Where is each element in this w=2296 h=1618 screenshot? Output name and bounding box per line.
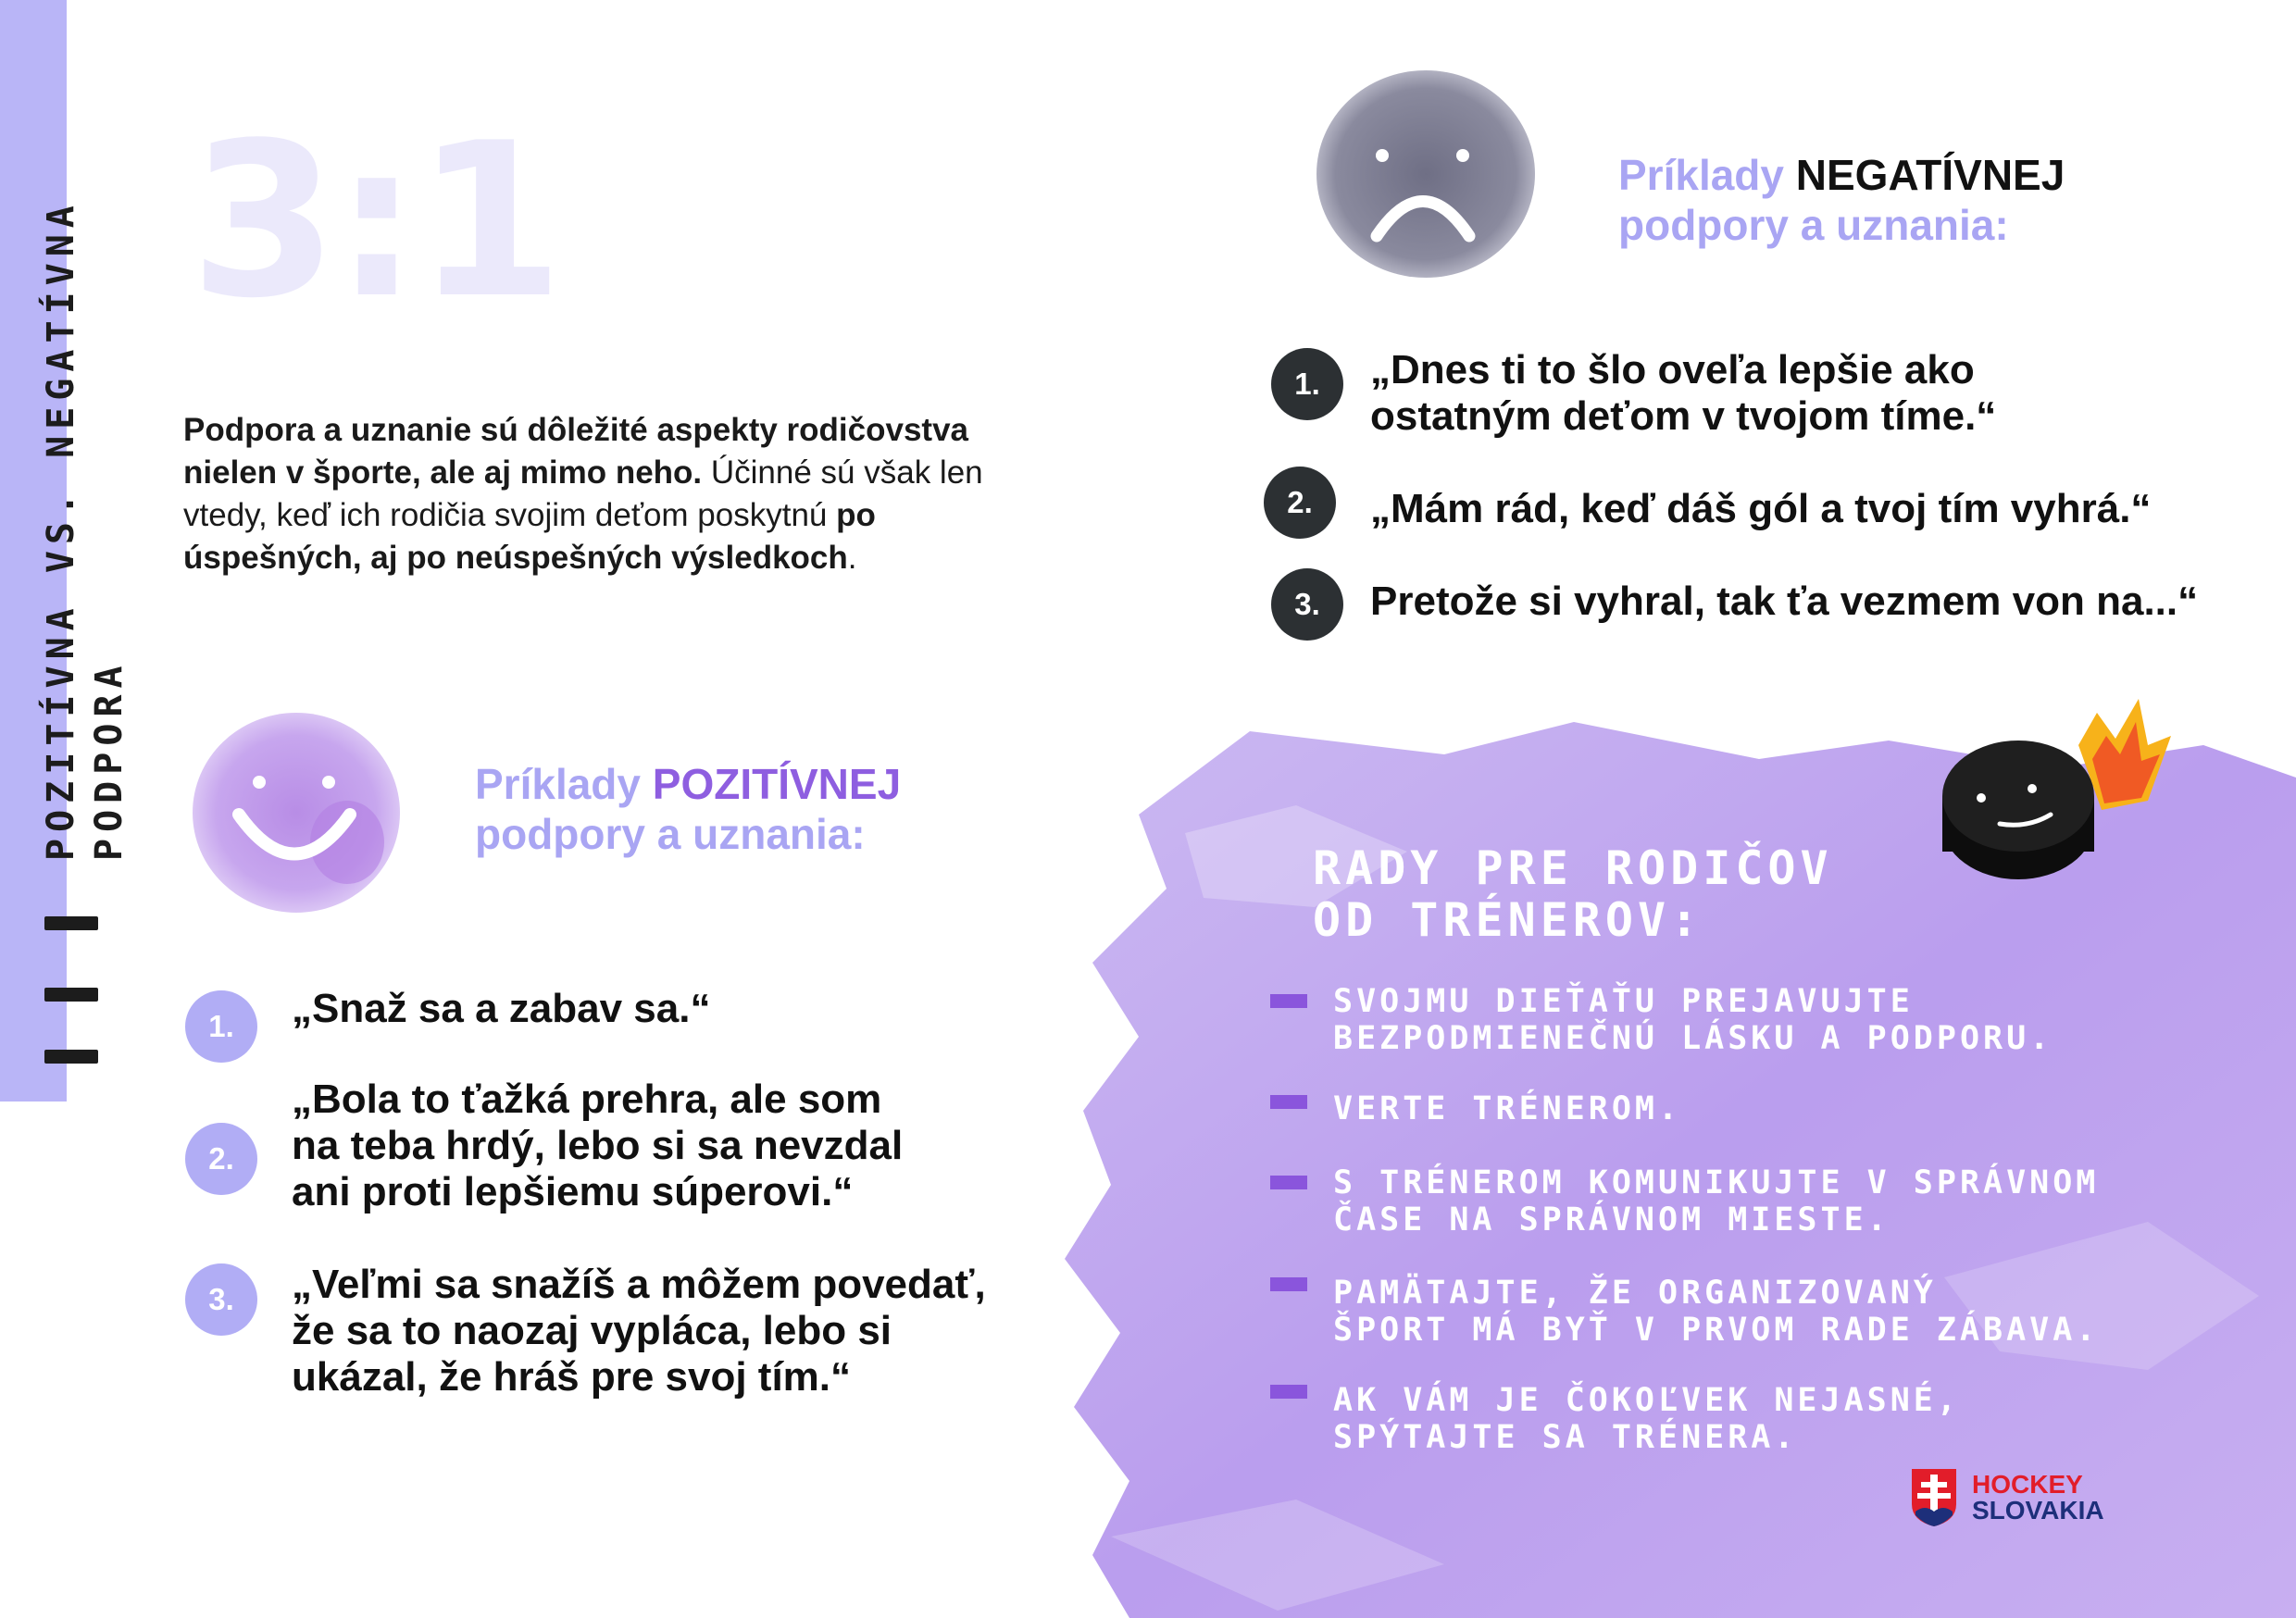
negative-heading-suffix: podpory a uznania:: [1618, 201, 2009, 249]
negative-heading: [1618, 150, 2065, 250]
sidebar-dash: [44, 916, 98, 930]
tip-1-line1: SVOJMU DIEŤAŤU PREJAVUJTE: [1333, 983, 1914, 1020]
negative-heading-prefix: Príklady: [1618, 151, 1796, 199]
logo-line1: HOCKEY: [1972, 1470, 2083, 1499]
negative-quote-3: Pretože si vyhral, tak ťa vezmem von na...“: [1370, 579, 2199, 624]
smiley-face-icon: [176, 703, 407, 926]
positive-quote-1: „Snaž sa a zabav sa.“: [292, 986, 711, 1031]
tip-marker: [1270, 994, 1307, 1008]
tip-3-line1: S TRÉNEROM KOMUNIKUJTE V SPRÁVNOM: [1333, 1164, 2100, 1201]
tips-title-line1: RADY PRE RODIČOV: [1313, 841, 1833, 895]
positive-number-3: 3.: [185, 1263, 257, 1336]
positive-quote-2: „Bola to ťažká prehra, ale som na teba hrdý, lebo si sa nevzdal ani proti lepšiemu súperovi.“: [292, 1077, 904, 1214]
logo-text: [1972, 1472, 2104, 1524]
negative-quote-1: „Dnes ti to šlo oveľa lepšie ako ostatným deťom v tvojom tíme.“: [1370, 347, 1997, 439]
tip-4-line1: PAMÄTAJTE, ŽE ORGANIZOVANÝ: [1333, 1275, 1937, 1312]
negative-quote-2: „Mám rád, keď dáš gól a tvoj tím vyhrá.“: [1370, 486, 2152, 531]
intro-paragraph: [183, 409, 998, 579]
ratio-title: 3:1: [190, 98, 561, 345]
negative-number-1: 1.: [1271, 348, 1343, 420]
intro-period: .: [847, 540, 857, 576]
tip-marker: [1270, 1176, 1307, 1189]
sidebar-title-line2: PODPORA: [88, 659, 131, 861]
intro-bold-end: po úspešných, aj po neúspešných výsledkoch: [183, 497, 876, 576]
sidebar-dash: [44, 1050, 98, 1064]
positive-heading-prefix: Príklady: [475, 760, 653, 808]
tip-3-line2: ČASE NA SPRÁVNOM MIESTE.: [1333, 1201, 1890, 1238]
tip-1-line2: BEZPODMIENEČNÚ LÁSKU A PODPORU.: [1333, 1020, 2053, 1057]
positive-quote-3: „Veľmi sa snažíš a môžem povedať, že sa to naozaj vypláca, lebo si ukázal, že hráš pre svoj tím.“: [292, 1262, 986, 1400]
tip-marker: [1270, 1095, 1307, 1109]
tip-2: [1333, 1090, 1681, 1127]
negative-number-3: 3.: [1271, 568, 1343, 641]
sad-face-icon: [1273, 56, 1541, 287]
tip-5-line2: SPÝTAJTE SA TRÉNERA.: [1333, 1419, 1798, 1456]
positive-number-1: 1.: [185, 990, 257, 1063]
tip-5: [1333, 1382, 1960, 1456]
positive-heading-suffix: podpory a uznania:: [475, 810, 866, 858]
hockey-puck-crown-icon: [1940, 694, 2171, 898]
tip-3: [1333, 1164, 2099, 1238]
positive-number-2: 2.: [185, 1123, 257, 1195]
tip-1: [1333, 983, 2053, 1057]
sidebar-dash: [44, 988, 98, 1002]
intro-bold: Podpora a uznanie sú dôležité aspekty rodičovstva nielen v športe, ale aj mimo neho.: [183, 412, 969, 491]
tip-4-line2: ŠPORT MÁ BYŤ V PRVOM RADE ZÁBAVA.: [1333, 1312, 2100, 1349]
negative-heading-strong: NEGATÍVNEJ: [1795, 151, 2065, 199]
tip-4: [1333, 1275, 2099, 1349]
positive-heading-strong: POZITÍVNEJ: [652, 760, 902, 808]
positive-heading: [475, 759, 901, 859]
tip-2-line1: VERTE TRÉNEROM.: [1333, 1090, 1682, 1127]
sidebar-title-line1: POZITÍVNA VS. NEGATÍVNA: [40, 199, 82, 861]
logo-line2: SLOVAKIA: [1972, 1496, 2104, 1525]
intro-normal: Účinné sú však len vtedy, keď ich rodičia svojim deťom poskytnú: [183, 454, 983, 533]
sidebar-title: [37, 120, 133, 861]
tip-5-line1: AK VÁM JE ČOKOĽVEK NEJASNÉ,: [1333, 1382, 1960, 1419]
tips-title-line2: OD TRÉNEROV:: [1313, 893, 1703, 947]
slovak-cross-icon: [1910, 1467, 1958, 1528]
negative-number-2: 2.: [1264, 467, 1336, 539]
tips-title: [1313, 842, 1833, 946]
tip-marker: [1270, 1277, 1307, 1291]
tip-marker: [1270, 1385, 1307, 1399]
